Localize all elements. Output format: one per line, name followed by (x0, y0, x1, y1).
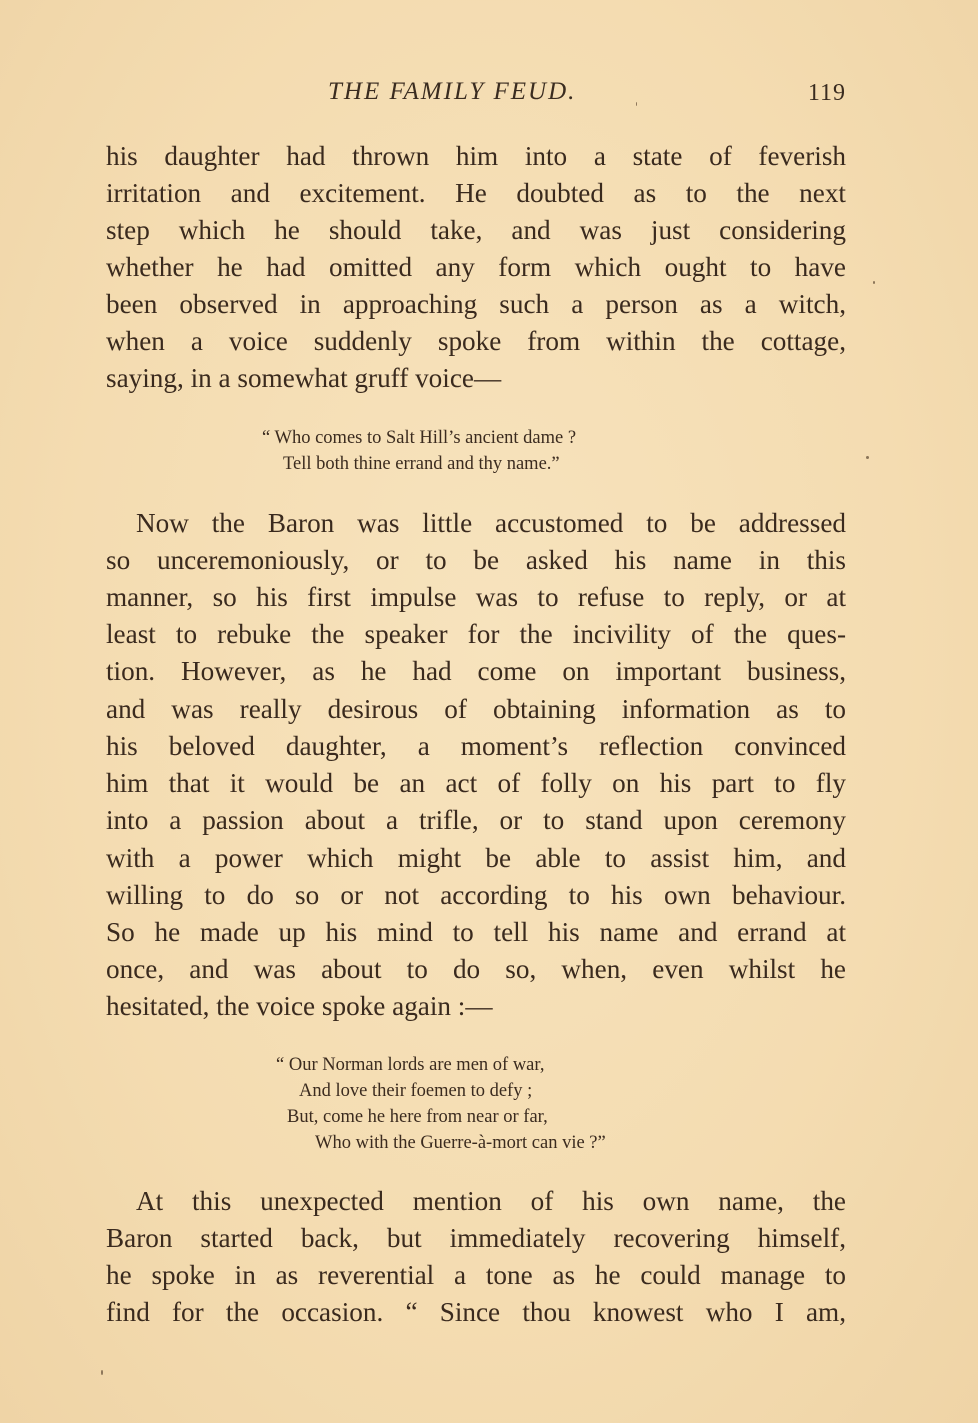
text-line: him that it would be an act of folly on his part to fly (106, 768, 846, 798)
text-line: once, and was about to do so, when, even whilst he (106, 954, 846, 984)
verse-line: And love their foemen to defy ; (299, 1081, 533, 1101)
text-line: his daughter had thrown him into a state of feverish (106, 141, 846, 171)
text-line: into a passion about a trifle, or to stand upon ceremony (106, 805, 846, 835)
verse-line: “ Who comes to Salt Hill’s ancient dame ? (262, 428, 577, 448)
text-line: At this unexpected mention of his own name, the (136, 1186, 846, 1216)
page-header (106, 78, 846, 112)
text-line: been observed in approaching such a person as a witch, (106, 289, 846, 319)
paper-speck (866, 456, 869, 459)
text-line: So he made up his mind to tell his name and errand at (106, 917, 846, 947)
verse-line: But, come he here from near or far, (287, 1107, 548, 1127)
text-line: so unceremoniously, or to be asked his name in this (106, 545, 846, 575)
paper-speck (636, 102, 637, 106)
verse-line: Who with the Guerre-à-mort can vie ?” (315, 1133, 606, 1153)
text-line: when a voice suddenly spoke from within the cottage, (106, 326, 846, 356)
text-line: least to rebuke the speaker for the incivility of the ques- (106, 619, 846, 649)
text-line: manner, so his first impulse was to refuse to reply, or at (106, 582, 846, 612)
verse-line: “ Our Norman lords are men of war, (276, 1055, 545, 1075)
text-line: tion. However, as he had come on important business, (106, 656, 846, 686)
text-line: irritation and excitement. He doubted as to the next (106, 178, 846, 208)
text-line: Baron started back, but immediately recovering himself, (106, 1223, 846, 1253)
text-line: with a power which might be able to assist him, and (106, 843, 846, 873)
verse-line: Tell both thine errand and thy name.” (283, 454, 560, 474)
text-line: saying, in a somewhat gruff voice— (106, 363, 502, 393)
running-title: THE FAMILY FEUD. (328, 78, 577, 105)
text-line: whether he had omitted any form which ought to have (106, 252, 846, 282)
text-line: hesitated, the voice spoke again :— (106, 991, 493, 1021)
page-number: 119 (807, 80, 846, 106)
text-line: Now the Baron was little accustomed to be addressed (136, 508, 846, 538)
text-line: step which he should take, and was just considering (106, 215, 846, 245)
paper-speck (101, 1370, 103, 1375)
text-line: his beloved daughter, a moment’s reflection convinced (106, 731, 846, 761)
text-line: he spoke in as reverential a tone as he could manage to (106, 1260, 846, 1290)
text-line: find for the occasion. “ Since thou knowest who I am, (106, 1297, 846, 1327)
text-line: willing to do so or not according to his own behaviour. (106, 880, 846, 910)
text-line: and was really desirous of obtaining information as to (106, 694, 846, 724)
paper-speck (873, 281, 875, 284)
